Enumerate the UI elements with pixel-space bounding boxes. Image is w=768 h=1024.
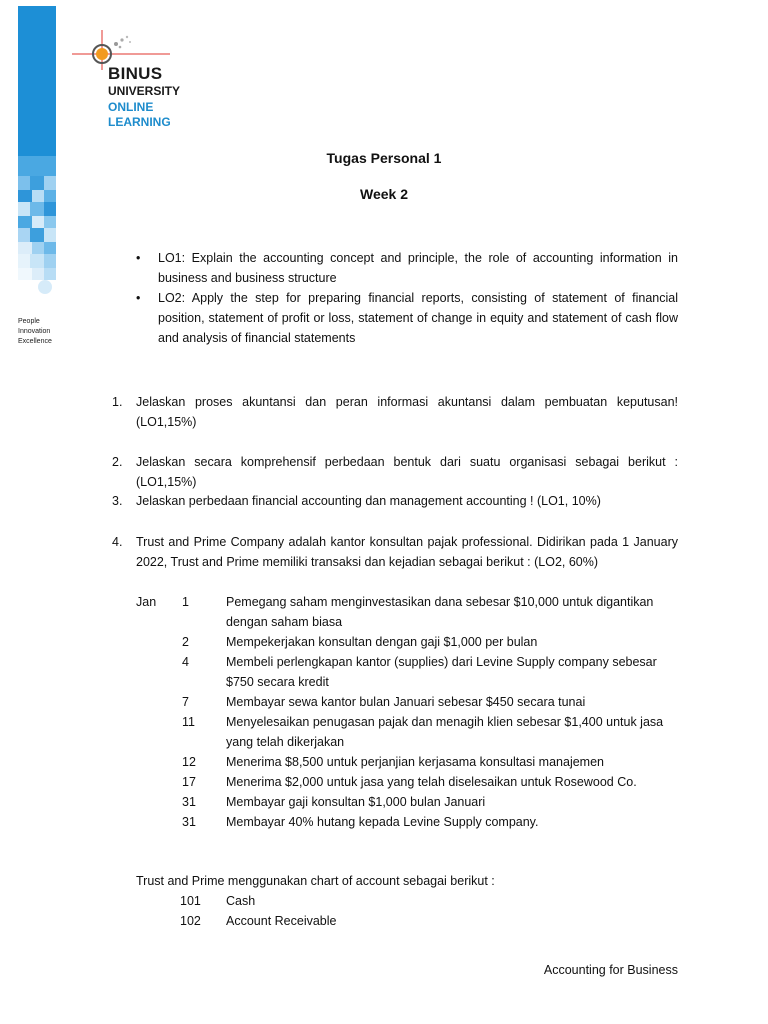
question-text: Jelaskan proses akuntansi dan peran informasi akuntansi dalam pembuatan keputusan! (LO1,15%) xyxy=(136,395,678,429)
transaction-desc: Membayar gaji konsultan $1,000 bulan Januari xyxy=(226,795,486,809)
table-row xyxy=(136,772,681,792)
transaction-day: 12 xyxy=(182,755,196,769)
side-tagline xyxy=(18,317,52,347)
transaction-desc: Mempekerjakan konsultan dengan gaji $1,000 per bulan xyxy=(226,635,538,649)
question-1 xyxy=(112,392,678,432)
logo-text-binus: BINUS xyxy=(108,64,163,83)
logo-text-university: UNIVERSITY xyxy=(108,84,181,98)
transaction-day: 31 xyxy=(182,795,196,809)
transaction-desc: Menerima $2,000 untuk jasa yang telah diselesaikan untuk Rosewood Co. xyxy=(226,775,637,789)
chart-of-accounts-intro: Trust and Prime menggunakan chart of account sebagai berikut : xyxy=(136,874,495,888)
transaction-day: 4 xyxy=(182,655,189,669)
table-row xyxy=(136,592,681,632)
bullet-icon: • xyxy=(136,291,141,305)
logo-text-online: ONLINE xyxy=(108,100,154,114)
table-row xyxy=(180,911,336,931)
transaction-desc: Membeli perlengkapan kantor (supplies) dari Levine Supply company sebesar $750 secara kredit xyxy=(226,655,657,689)
table-row xyxy=(180,891,336,911)
transaction-day: 2 xyxy=(182,635,189,649)
account-code: 102 xyxy=(180,914,201,928)
learning-outcome-text: LO2: Apply the step for preparing financial reports, consisting of statement of financial position, statement of profit or loss, statement of change in equity and statement of cash flow and analysis of financial statements xyxy=(158,291,678,345)
table-row xyxy=(136,812,681,832)
table-row xyxy=(136,792,681,812)
question-number: 1. xyxy=(112,395,123,409)
list-item xyxy=(136,288,678,348)
question-text: Jelaskan perbedaan financial accounting dan management accounting ! (LO1, 10%) xyxy=(136,494,601,508)
learning-outcomes-list xyxy=(136,248,678,348)
tagline-innovation: Innovation xyxy=(18,328,51,335)
transaction-desc: Menyelesaikan penugasan pajak dan menagih klien sebesar $1,400 untuk jasa yang telah dikerjakan xyxy=(226,715,664,749)
chart-of-accounts-table xyxy=(180,891,336,931)
table-row xyxy=(136,752,681,772)
transaction-desc: Pemegang saham menginvestasikan dana sebesar $10,000 untuk digantikan dengan saham biasa xyxy=(226,595,654,629)
transaction-day: 17 xyxy=(182,775,196,789)
page-subtitle: Week 2 xyxy=(360,186,408,202)
transaction-desc: Membayar sewa kantor bulan Januari sebesar $450 secara tunai xyxy=(226,695,586,709)
transaction-month: Jan xyxy=(136,595,157,609)
transaction-day: 11 xyxy=(182,715,195,729)
table-row xyxy=(136,692,681,712)
binus-logo xyxy=(72,30,212,130)
question-number: 4. xyxy=(112,535,123,549)
page-title: Tugas Personal 1 xyxy=(326,150,442,166)
page-footer: Accounting for Business xyxy=(543,963,678,977)
account-code: 101 xyxy=(180,894,201,908)
question-4 xyxy=(112,532,678,572)
question-text: Jelaskan secara komprehensif perbedaan bentuk dari suatu organisasi sebagai berikut : (LO1,15%) xyxy=(136,455,678,489)
transaction-desc: Membayar 40% hutang kepada Levine Supply company. xyxy=(226,815,539,829)
question-3 xyxy=(112,491,678,511)
account-name: Account Receivable xyxy=(226,914,337,928)
logo-text-learning: LEARNING xyxy=(108,115,171,129)
transactions-table xyxy=(136,592,681,832)
tagline-people: People xyxy=(18,318,40,325)
transaction-day: 31 xyxy=(182,815,196,829)
transaction-day: 1 xyxy=(182,595,189,609)
account-name: Cash xyxy=(226,894,256,908)
list-item xyxy=(136,248,678,288)
table-row xyxy=(136,652,681,692)
table-row xyxy=(136,632,681,652)
transaction-desc: Menerima $8,500 untuk perjanjian kerjasama konsultasi manajemen xyxy=(226,755,604,769)
bullet-icon: • xyxy=(136,251,141,265)
learning-outcome-text: LO1: Explain the accounting concept and principle, the role of accounting information in business and business structure xyxy=(158,251,678,285)
question-number: 2. xyxy=(112,455,123,469)
transaction-day: 7 xyxy=(182,695,189,709)
question-number: 3. xyxy=(112,494,123,508)
question-2 xyxy=(112,452,678,492)
table-row xyxy=(136,712,681,752)
question-text: Trust and Prime Company adalah kantor konsultan pajak professional. Didirikan pada 1 January 2022, Trust and Prime memiliki transaksi dan kejadian sebagai berikut : (LO2, 60%) xyxy=(136,535,678,569)
tagline-excellence: Excellence xyxy=(18,338,52,345)
